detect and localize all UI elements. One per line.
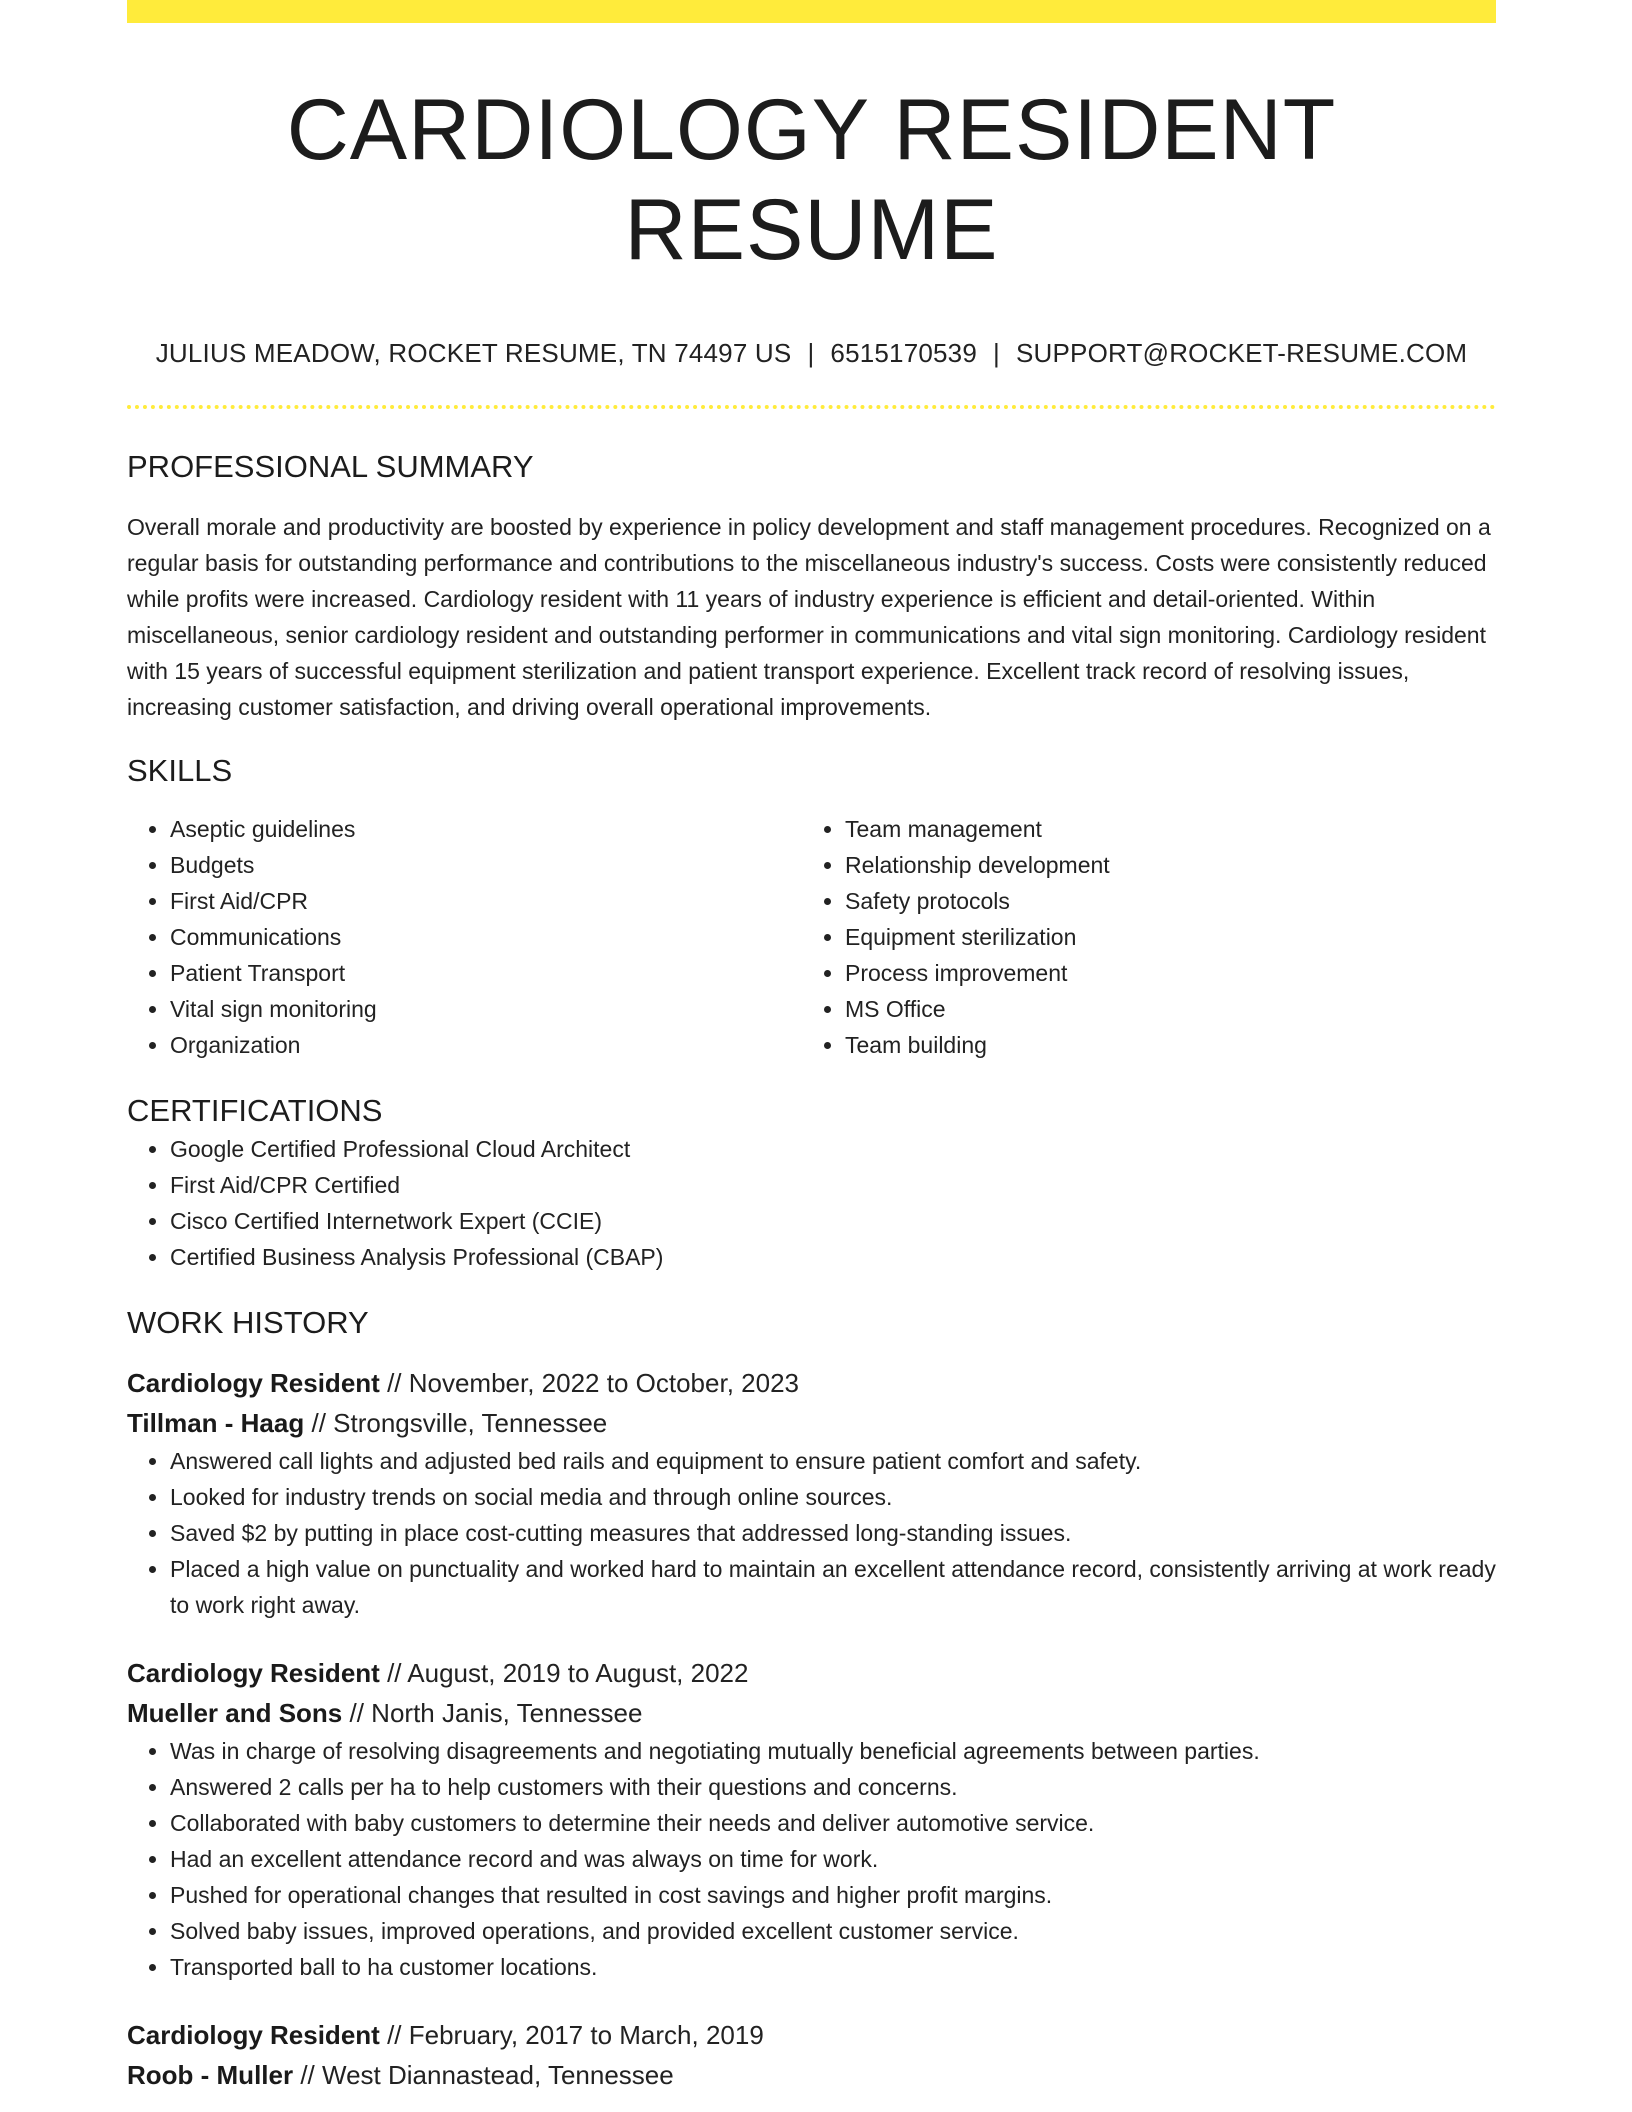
resume-content xyxy=(127,0,1496,2095)
skill-item: • Communications xyxy=(170,919,802,955)
job-company-line xyxy=(127,1693,1496,1733)
job-entry xyxy=(127,2015,1496,2095)
contact-line xyxy=(127,333,1496,373)
skill-item: • MS Office xyxy=(845,991,1477,1027)
job-bullets xyxy=(127,1733,1496,1985)
job-bullet: • Pushed for operational changes that resulted in cost savings and higher profit margins. xyxy=(170,1877,1496,1913)
job-bullet: • Looked for industry trends on social media and through online sources. xyxy=(170,1479,1496,1515)
contact-separator: | xyxy=(993,338,1000,368)
skills-grid xyxy=(127,811,1496,1063)
skill-item: • Aseptic guidelines xyxy=(170,811,802,847)
job-entry xyxy=(127,1363,1496,1623)
skill-item: • Organization xyxy=(170,1027,802,1063)
summary-heading: PROFESSIONAL SUMMARY xyxy=(127,449,534,484)
skill-item: • Patient Transport xyxy=(170,955,802,991)
skills-heading: SKILLS xyxy=(127,753,233,788)
skills-column-left xyxy=(127,811,802,1063)
job-entry xyxy=(127,1653,1496,1985)
job-company: Roob - Muller xyxy=(127,2060,294,2090)
skill-item: • Team management xyxy=(845,811,1477,847)
job-company-line xyxy=(127,1403,1496,1443)
contact-phone: 6515170539 xyxy=(830,338,978,368)
job-dates: // November, 2022 to October, 2023 xyxy=(387,1368,799,1398)
job-bullet: • Was in charge of resolving disagreements and negotiating mutually beneficial agreements between parties. xyxy=(170,1733,1496,1769)
job-location: // Strongsville, Tennessee xyxy=(311,1408,608,1438)
work-history-heading: WORK HISTORY xyxy=(127,1305,369,1340)
job-role: Cardiology Resident xyxy=(127,2020,380,2050)
job-bullets xyxy=(127,1443,1496,1623)
summary-text: Overall morale and productivity are boosted by experience in policy development and staff management procedures. Recognized on a regular basis for outstanding performance and contributions to the miscellaneous industry's success. Costs were consistently reduced while profits were increased. Cardiology resident with 11 years of industry experience is efficient and detail-oriented. Within miscellaneous, senior cardiology resident and outstanding performer in communications and vital sign monitoring. Cardiology resident with 15 years of successful equipment sterilization and patient transport experience. Excellent track record of resolving issues, increasing customer satisfaction, and driving overall operational improvements. xyxy=(127,514,1491,720)
job-dates: // February, 2017 to March, 2019 xyxy=(387,2020,764,2050)
job-bullet: • Solved baby issues, improved operations, and provided excellent customer service. xyxy=(170,1913,1496,1949)
job-company: Mueller and Sons xyxy=(127,1698,343,1728)
skill-item: • Process improvement xyxy=(845,955,1477,991)
skill-item: • First Aid/CPR xyxy=(170,883,802,919)
contact-address: JULIUS MEADOW, ROCKET RESUME, TN 74497 US xyxy=(155,338,792,368)
work-history-list xyxy=(127,1363,1496,2095)
skill-item: • Budgets xyxy=(170,847,802,883)
certifications-heading: CERTIFICATIONS xyxy=(127,1093,383,1128)
job-role-line xyxy=(127,1363,1496,1403)
job-bullet: • Collaborated with baby customers to determine their needs and deliver automotive service. xyxy=(170,1805,1496,1841)
job-role-line xyxy=(127,1653,1496,1693)
skill-item: • Team building xyxy=(845,1027,1477,1063)
job-bullet: • Saved $2 by putting in place cost-cutting measures that addressed long-standing issues. xyxy=(170,1515,1496,1551)
skills-column-right xyxy=(802,811,1477,1063)
contact-email: SUPPORT@ROCKET-RESUME.COM xyxy=(1015,338,1468,368)
job-bullet: • Transported ball to ha customer locations. xyxy=(170,1949,1496,1985)
job-role: Cardiology Resident xyxy=(127,1658,380,1688)
job-company-line xyxy=(127,2055,1496,2095)
job-bullet: • Had an excellent attendance record and was always on time for work. xyxy=(170,1841,1496,1877)
job-role-line xyxy=(127,2015,1496,2055)
skill-item: • Safety protocols xyxy=(845,883,1477,919)
page-title: CARDIOLOGY RESIDENT RESUME xyxy=(286,82,1337,278)
job-dates: // August, 2019 to August, 2022 xyxy=(387,1658,749,1688)
contact-separator: | xyxy=(807,338,815,368)
skill-item: • Vital sign monitoring xyxy=(170,991,802,1027)
job-location: // North Janis, Tennessee xyxy=(349,1698,643,1728)
job-bullet: • Placed a high value on punctuality and worked hard to maintain an excellent attendance record, consistently arriving at work ready to work right away. xyxy=(170,1551,1496,1623)
certification-item: • Cisco Certified Internetwork Expert (CCIE) xyxy=(170,1203,1496,1239)
job-location: // West Diannastead, Tennessee xyxy=(300,2060,674,2090)
job-company: Tillman - Haag xyxy=(127,1408,305,1438)
job-bullet: • Answered call lights and adjusted bed rails and equipment to ensure patient comfort and safety. xyxy=(170,1443,1496,1479)
certifications-list xyxy=(127,1131,1496,1275)
job-bullet: • Answered 2 calls per ha to help customers with their questions and concerns. xyxy=(170,1769,1496,1805)
skill-item: • Equipment sterilization xyxy=(845,919,1477,955)
certification-item: • First Aid/CPR Certified xyxy=(170,1167,1496,1203)
skill-item: • Relationship development xyxy=(845,847,1477,883)
dotted-divider xyxy=(127,405,1496,409)
certification-item: • Certified Business Analysis Professional (CBAP) xyxy=(170,1239,1496,1275)
certification-item: • Google Certified Professional Cloud Architect xyxy=(170,1131,1496,1167)
job-role: Cardiology Resident xyxy=(127,1368,380,1398)
